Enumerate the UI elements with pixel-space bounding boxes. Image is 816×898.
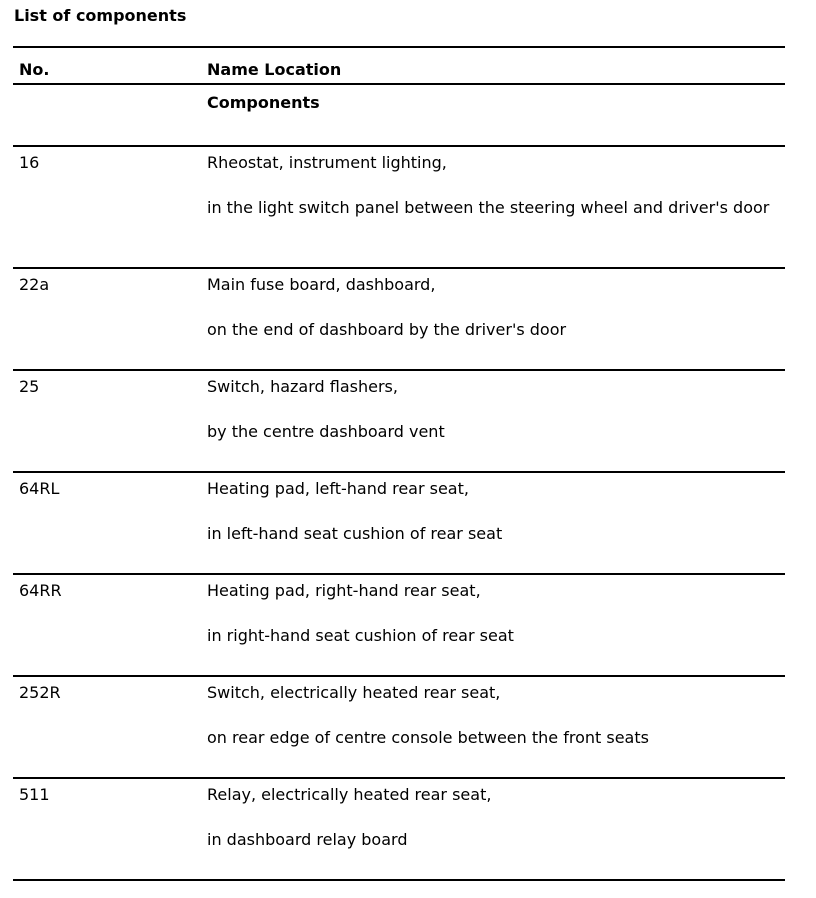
- row-number: 22a: [19, 275, 50, 294]
- row-component-name: Main fuse board, dashboard,: [207, 275, 436, 294]
- row-location: in the light switch panel between the steering wheel and driver's door: [207, 198, 770, 217]
- table-row: [13, 147, 785, 269]
- row-component-name: Relay, electrically heated rear seat,: [207, 785, 492, 804]
- table-row: [13, 473, 785, 575]
- row-component-name: Heating pad, right-hand rear seat,: [207, 581, 481, 600]
- row-location: on the end of dashboard by the driver's door: [207, 320, 567, 339]
- table-row: [13, 575, 785, 677]
- table-subheader: [13, 85, 785, 147]
- row-location: in dashboard relay board: [207, 830, 408, 849]
- row-number: 511: [19, 785, 50, 804]
- header-components: Components: [207, 93, 320, 112]
- row-number: 64RR: [19, 581, 62, 600]
- row-component-name: Switch, electrically heated rear seat,: [207, 683, 501, 702]
- row-number: 25: [19, 377, 40, 396]
- row-component-name: Heating pad, left-hand rear seat,: [207, 479, 469, 498]
- table-row: [13, 269, 785, 371]
- row-location: in right-hand seat cushion of rear seat: [207, 626, 514, 645]
- table-row: [13, 371, 785, 473]
- row-location: in left-hand seat cushion of rear seat: [207, 524, 503, 543]
- table-header: [13, 48, 785, 85]
- row-location: on rear edge of centre console between the front seats: [207, 728, 649, 747]
- row-component-name: Switch, hazard flashers,: [207, 377, 398, 396]
- row-number: 64RL: [19, 479, 60, 498]
- table-row: [13, 779, 785, 881]
- row-component-name: Rheostat, instrument lighting,: [207, 153, 447, 172]
- header-name-location: Name Location: [207, 60, 342, 79]
- row-number: 252R: [19, 683, 61, 702]
- row-location: by the centre dashboard vent: [207, 422, 445, 441]
- components-table: [13, 46, 785, 881]
- header-no: No.: [19, 60, 50, 79]
- table-row: [13, 677, 785, 779]
- page-title: List of components: [14, 6, 187, 25]
- row-number: 16: [19, 153, 40, 172]
